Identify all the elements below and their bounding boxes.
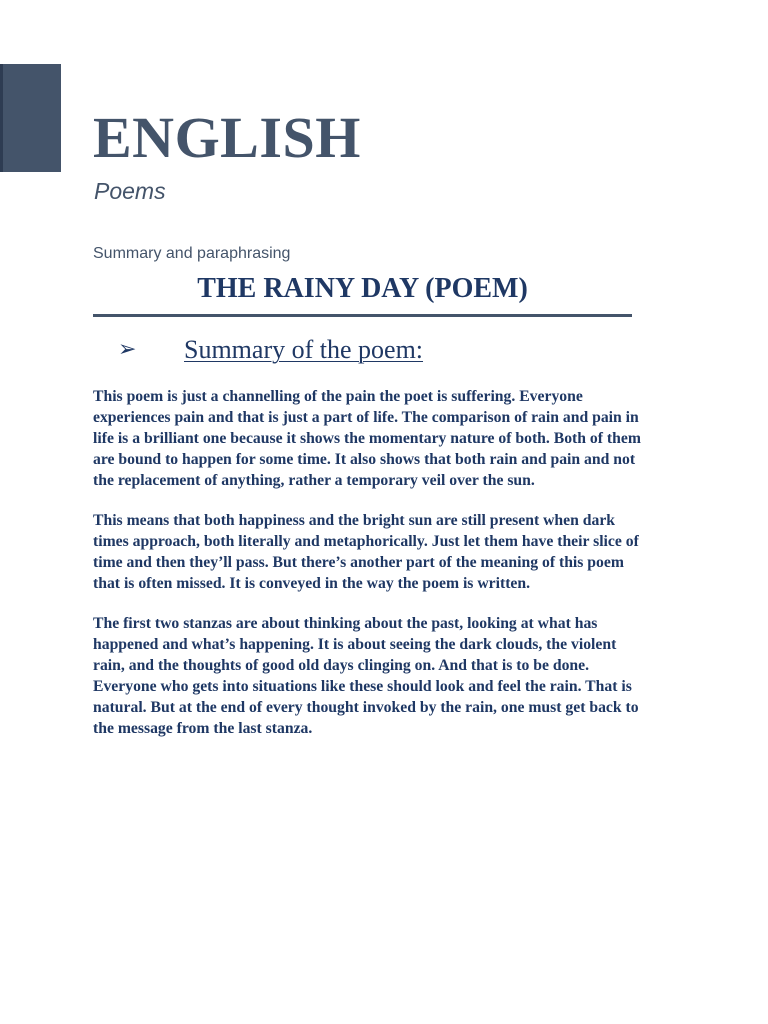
paragraph: This poem is just a channelling of the pain the poet is suffering. Everyone experiences pain and that is just a part of life. The comparison of rain and pain in life is a brilliant one because it shows the momentary nature of both. Both of them are bound to happen for some time. It also shows that both rain and pain and not the replacement of anything, rather a temporary veil over the sun. xyxy=(93,388,641,489)
document-kicker: Summary and paraphrasing xyxy=(93,245,291,262)
decorative-side-block xyxy=(0,64,61,172)
decorative-side-block-edge xyxy=(0,64,3,172)
arrow-bullet-icon: ➢ xyxy=(118,337,137,362)
document-title: ENGLISH xyxy=(93,105,361,170)
section-heading-row xyxy=(118,330,423,370)
paragraph: The first two stanzas are about thinking about the past, looking at what has happened and what’s happening. It is about seeing the dark clouds, the violent rain, and the thoughts of good old days clinging on. And that is to be done. Everyone who gets into situations like these should look and feel the rain. That is natural. But at the end of every thought invoked by the rain, one must get back to the message from the last stanza. xyxy=(93,615,639,737)
document-subtitle: Poems xyxy=(94,178,166,204)
heading-divider xyxy=(93,314,632,317)
section-heading: Summary of the poem: xyxy=(184,335,424,364)
summary-body xyxy=(93,386,641,758)
paragraph: This means that both happiness and the bright sun are still present when dark times approach, both literally and metaphorically. Just let them have their slice of time and then they’ll pass. But there’s another part of the meaning of this poem that is often missed. It is conveyed in the way the poem is written. xyxy=(93,512,639,592)
poem-heading: THE RAINY DAY (POEM) xyxy=(197,273,528,304)
